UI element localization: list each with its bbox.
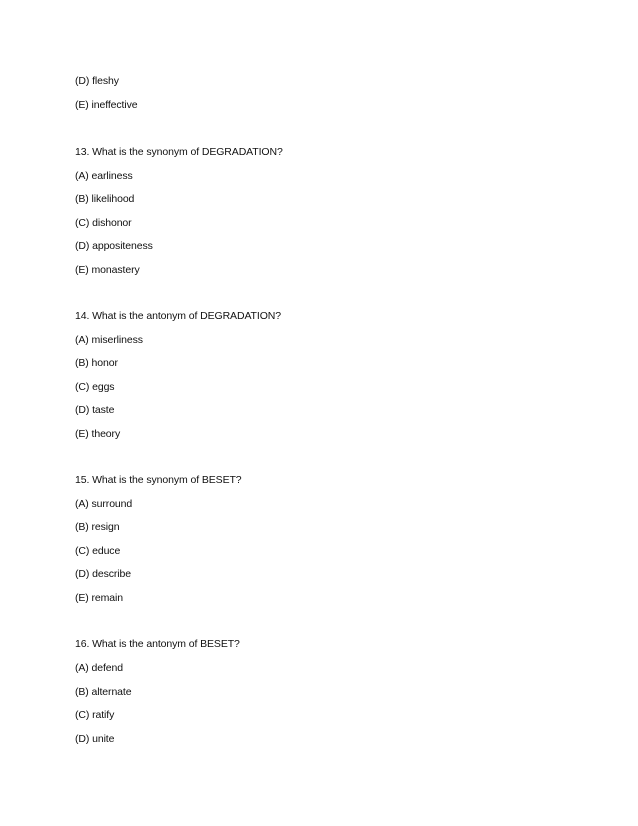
question-line: 15. What is the synonym of BESET? (75, 474, 242, 486)
question-line: 16. What is the antonym of BESET? (75, 638, 240, 650)
option-line: (B) likelihood (75, 193, 135, 205)
option-line: (C) educe (75, 545, 121, 557)
option-line: (E) monastery (75, 264, 140, 276)
option-line: (A) surround (75, 498, 133, 510)
option-line: (D) describe (75, 568, 131, 580)
option-line: (C) ratify (75, 709, 115, 721)
option-line: (B) honor (75, 357, 118, 369)
option-line: (D) appositeness (75, 240, 153, 252)
option-line: (E) theory (75, 428, 121, 440)
option-line: (E) remain (75, 592, 124, 604)
option-line: (B) alternate (75, 686, 132, 698)
option-line: (A) miserliness (75, 334, 143, 346)
option-line: (A) defend (75, 662, 124, 674)
option-line: (E) ineffective (75, 99, 138, 111)
option-line: (A) earliness (75, 170, 133, 182)
option-line: (C) dishonor (75, 217, 132, 229)
question-line: 14. What is the antonym of DEGRADATION? (75, 310, 281, 322)
question-line: 13. What is the synonym of DEGRADATION? (75, 146, 283, 158)
option-line: (B) resign (75, 521, 120, 533)
option-line: (D) taste (75, 404, 115, 416)
option-line: (D) unite (75, 733, 115, 745)
option-line: (D) fleshy (75, 75, 119, 87)
option-line: (C) eggs (75, 381, 115, 393)
